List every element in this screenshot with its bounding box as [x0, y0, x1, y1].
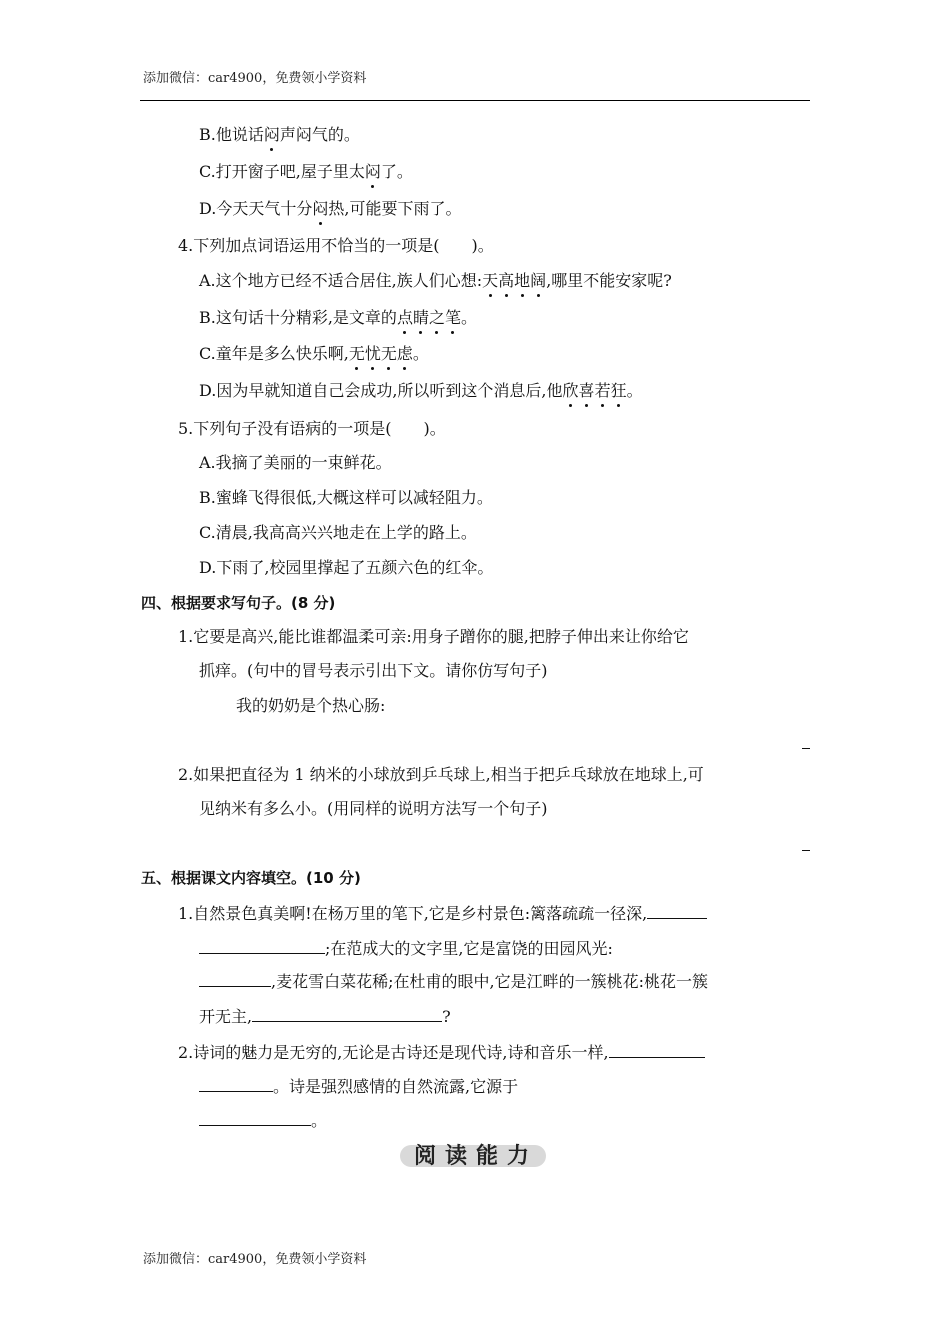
- banner-title: 阅读能力: [414, 1144, 539, 1169]
- q5-option-b: B.蜜蜂飞得很低,大概这样可以减轻阻力。: [199, 488, 493, 507]
- q5-option-d: D.下雨了,校园里撑起了五颜六色的红伞。: [199, 558, 494, 577]
- emphasis-dot-char: 欣: [562, 381, 579, 400]
- emphasis-dot-char: 笔: [444, 308, 461, 327]
- fill-blank[interactable]: [647, 902, 707, 919]
- s5-q1-line3: ,麦花雪白菜花稀;在杜甫的眼中,它是江畔的一簇桃花:桃花一簇: [199, 970, 708, 993]
- reading-section-banner: [400, 1136, 550, 1174]
- emphasis-dot-char: 闷: [312, 199, 329, 218]
- emphasis-dot-char: 地: [514, 271, 531, 290]
- answer-line-end: [802, 748, 810, 749]
- emphasis-dot-char: 无: [380, 344, 397, 363]
- q4-stem: 4.下列加点词语运用不恰当的一项是( )。: [178, 236, 494, 255]
- q3-option-b: B.他说话闷声闷气的。: [199, 125, 360, 144]
- s5-q2-line3: 。: [199, 1109, 327, 1132]
- emphasis-dot-char: 喜: [578, 381, 595, 400]
- emphasis-dot-char: 闷: [364, 162, 381, 181]
- s4-q1-line1: 1.它要是高兴,能比谁都温柔可亲:用身子蹭你的腿,把脖子伸出来让你给它: [178, 627, 689, 646]
- emphasis-dot-char: 之: [428, 308, 445, 327]
- q4-option-c: C.童年是多么快乐啊,无忧无虑。: [199, 344, 429, 363]
- s5-q1-line2: ;在范成大的文字里,它是富饶的田园风光:: [199, 937, 613, 960]
- emphasis-dot-char: 高: [498, 271, 515, 290]
- s4-q2-line2: 见纳米有多么小。(用同样的说明方法写一个句子): [199, 799, 548, 818]
- q4-option-b: B.这句话十分精彩,是文章的点睛之笔。: [199, 308, 478, 327]
- s4-q1-prompt: 我的奶奶是个热心肠:: [236, 696, 386, 715]
- fill-blank[interactable]: [609, 1041, 705, 1058]
- q4-option-a: A.这个地方已经不适合居住,族人们心想:天高地阔,哪里不能安家呢?: [199, 271, 672, 290]
- page-header-note: 添加微信：car4900，免费领小学资料: [143, 71, 367, 86]
- emphasis-dot-char: 闷: [263, 125, 280, 144]
- q5-stem: 5.下列句子没有语病的一项是( )。: [178, 419, 446, 438]
- q5-option-c: C.清晨,我高高兴兴地走在上学的路上。: [199, 523, 477, 542]
- emphasis-dot-char: 忧: [364, 344, 381, 363]
- emphasis-dot-char: 天: [482, 271, 499, 290]
- s5-q1-line1: 1.自然景色真美啊!在杨万里的笔下,它是乡村景色:篱落疏疏一径深,: [178, 902, 707, 925]
- header-rule: [140, 100, 810, 101]
- s4-q1-line2: 抓痒。(句中的冒号表示引出下文。请你仿写句子): [199, 661, 548, 680]
- s5-q1-line4: 开无主, ?: [199, 1007, 451, 1026]
- fill-blank[interactable]: [199, 1109, 311, 1126]
- fill-blank[interactable]: [199, 937, 325, 954]
- section-4-title: 四、根据要求写句子。(8 分): [141, 594, 336, 612]
- s5-q2-line2: 。诗是强烈感情的自然流露,它源于: [199, 1075, 518, 1098]
- fill-blank[interactable]: [252, 1005, 442, 1022]
- fill-blank[interactable]: [199, 1075, 273, 1092]
- section-5-title: 五、根据课文内容填空。(10 分): [141, 869, 361, 887]
- emphasis-dot-char: 无: [348, 344, 365, 363]
- s4-q2-line1: 2.如果把直径为 1 纳米的小球放到乒乓球上,相当于把乒乓球放在地球上,可: [178, 765, 704, 784]
- q5-option-a: A.我摘了美丽的一束鲜花。: [199, 453, 392, 472]
- answer-line-end: [802, 850, 810, 851]
- emphasis-dot-char: 狂: [610, 381, 627, 400]
- emphasis-dot-char: 虑: [396, 344, 413, 363]
- page-footer-note: 添加微信：car4900，免费领小学资料: [143, 1252, 367, 1267]
- s5-q2-line1: 2.诗词的魅力是无穷的,无论是古诗还是现代诗,诗和音乐一样,: [178, 1041, 705, 1064]
- fill-blank[interactable]: [199, 970, 271, 987]
- emphasis-dot-char: 阔: [530, 271, 547, 290]
- q3-option-d: D.今天天气十分闷热,可能要下雨了。: [199, 199, 462, 218]
- emphasis-dot-char: 睛: [412, 308, 429, 327]
- emphasis-dot-char: 点: [396, 308, 413, 327]
- q4-option-d: D.因为早就知道自己会成功,所以听到这个消息后,他欣喜若狂。: [199, 381, 643, 400]
- q3-option-c: C.打开窗子吧,屋子里太闷了。: [199, 162, 413, 181]
- emphasis-dot-char: 若: [594, 381, 611, 400]
